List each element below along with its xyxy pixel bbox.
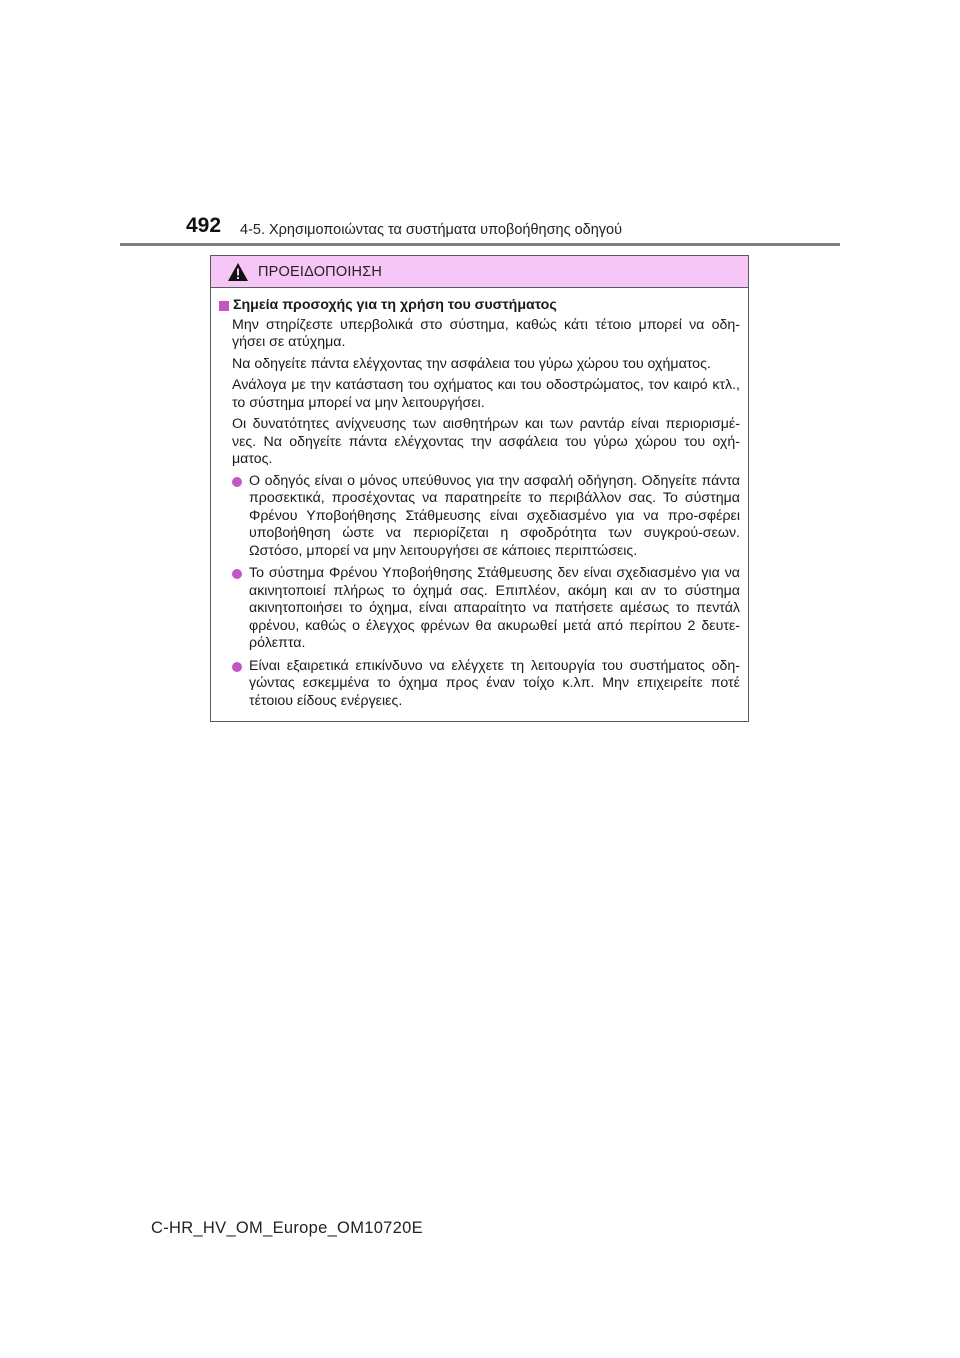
warning-bullet-item bbox=[232, 565, 740, 653]
warning-paragraph: Μην στηρίζεστε υπερβολικά στο σύστημα, καθώς κάτι τέτοιο μπορεί να οδη-γήσει σε ατύχημα. bbox=[232, 316, 740, 350]
circle-bullet-icon bbox=[232, 477, 242, 487]
warning-bullet-text: Ο οδηγός είναι ο μόνος υπεύθυνος για την ασφαλή οδήγηση. Οδηγείτε πάντα προσεκτικά, προσέχοντας να παρατηρείτε το περιβάλλον σας. Το σύστημα Φρένου Υποβοήθησης Στάθμευσης είναι σχεδιασμένο για να προ-σφέρει υποβοήθηση ώστε να περιορίζεται η σφοδρότητα των συγκρού-σεων. Ωστόσο, μπορεί να μην λειτουργήσει σε κάποιες περιπτώσεις. bbox=[249, 472, 740, 559]
warning-box bbox=[210, 255, 749, 722]
page-number: 492 bbox=[186, 214, 222, 237]
circle-bullet-icon bbox=[232, 569, 242, 579]
warning-subheading bbox=[219, 297, 740, 315]
circle-bullet-icon bbox=[232, 662, 242, 672]
square-bullet-icon bbox=[219, 301, 229, 311]
warning-bullet-item bbox=[232, 473, 740, 561]
warning-subheading-text: Σημεία προσοχής για τη χρήση του συστήματος bbox=[233, 297, 557, 313]
warning-body bbox=[211, 288, 748, 710]
warning-header bbox=[211, 256, 748, 288]
section-title: 4-5. Χρησιμοποιώντας τα συστήματα υποβοήθησης οδηγού bbox=[240, 222, 623, 238]
warning-triangle-icon bbox=[227, 262, 249, 282]
manual-code: C-HR_HV_OM_Europe_OM10720E bbox=[151, 1219, 423, 1237]
warning-paragraph: Ανάλογα με την κατάσταση του οχήματος και του οδοστρώματος, τον καιρό κτλ., το σύστημα μπορεί να μην λειτουργήσει. bbox=[232, 377, 740, 411]
warning-title: ΠΡΟΕΙΔΟΠΟΙΗΣΗ bbox=[258, 263, 383, 280]
header-divider bbox=[120, 243, 840, 246]
warning-paragraph: Να οδηγείτε πάντα ελέγχοντας την ασφάλεια του γύρω χώρου του οχήματος. bbox=[232, 355, 711, 372]
warning-paragraph: Οι δυνατότητες ανίχνευσης των αισθητήρων και των ραντάρ είναι περιορισμέ-νες. Να οδηγείτε πάντα ελέγχοντας την ασφάλεια του γύρω χώρου του οχή-ματος. bbox=[232, 416, 740, 467]
warning-bullet-text: Το σύστημα Φρένου Υποβοήθησης Στάθμευσης δεν είναι σχεδιασμένο για να ακινητοποιεί πλήρως το όχημά σας. Επιπλέον, ακόμη και αν το σύστημα ακινητοποιήσει το όχημα, είναι απαραίτητο να πατήσετε αμέσως το πεντάλ φρένου, καθώς ο έλεγχος φρένων θα ακυρωθεί μετά από περίπου 2 δευτε-ρόλεπτα. bbox=[249, 565, 740, 651]
warning-bullet-item bbox=[232, 658, 740, 711]
warning-bullet-text: Είναι εξαιρετικά επικίνδυνο να ελέγχετε τη λειτουργία του συστήματος οδη-γώντας εσκεμμένα το όχημα προς έναν τοίχο κ.λπ. Μην επιχειρείτε ποτέ τέτοιου είδους ενέργειες. bbox=[249, 657, 740, 709]
